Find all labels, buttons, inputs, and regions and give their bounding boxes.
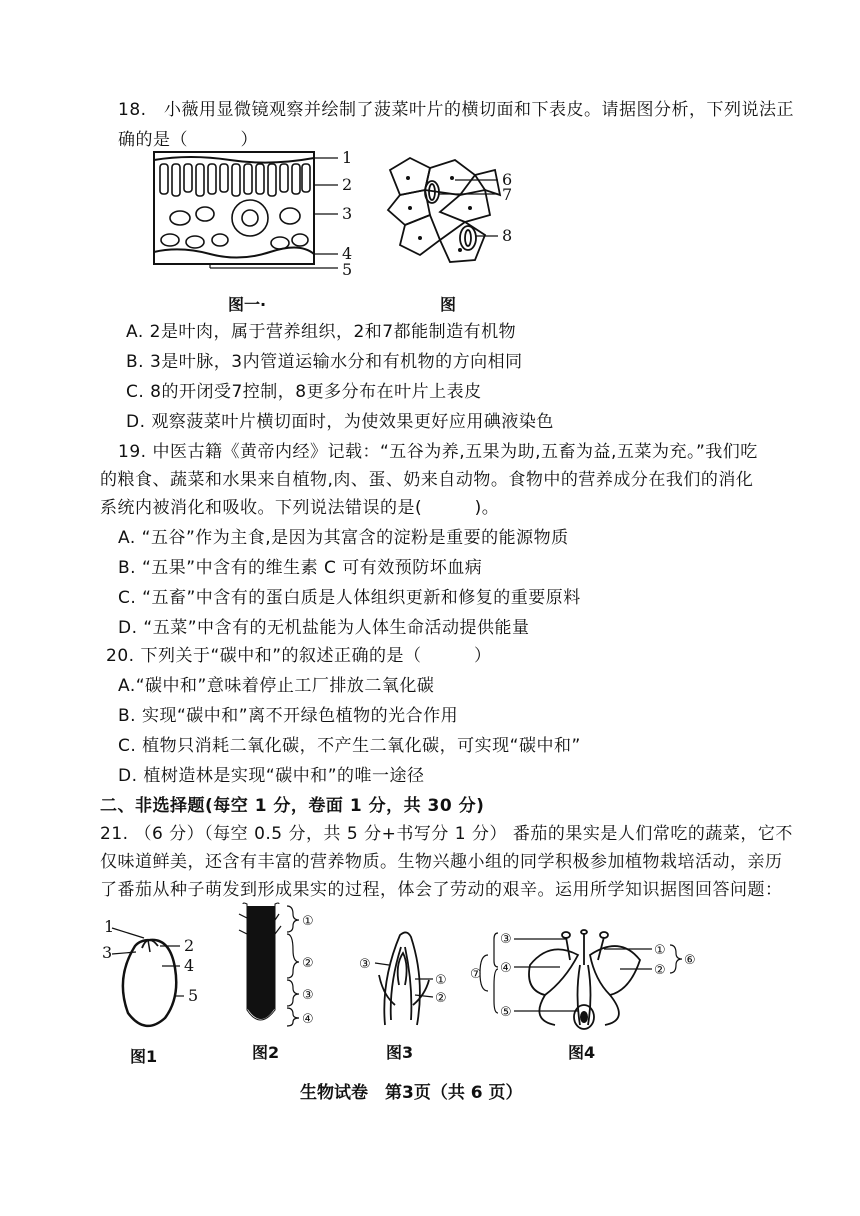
root-tip-figure (235, 900, 335, 1035)
q21-fig2-label-2: ② (302, 956, 314, 971)
fig2-label-7: 7 (502, 185, 513, 204)
q21-line2: 仅味道鲜美，还含有丰富的营养物质。生物兴趣小组的同学积极参加植物栽培活动，亲历 (100, 852, 783, 872)
q21-fig3-label-1: ① (435, 973, 447, 988)
q21-fig1-label-3: 3 (102, 943, 113, 962)
fig2-label-8: 8 (502, 226, 513, 245)
lower-epidermis-figure (380, 150, 540, 280)
fig1-label-2: 2 (342, 175, 353, 194)
q21-line3: 了番茄从种子萌发到形成果实的过程，体会了劳动的艰辛。运用所学知识据图回答问题： (100, 880, 783, 900)
q18-option-c: C. 8的开闭受7控制，8更多分布在叶片上表皮 (126, 382, 482, 402)
q21-fig1-label-2: 2 (184, 936, 195, 955)
q19-option-c: C. “五畜”中含有的蛋白质是人体组织更新和修复的重要原料 (118, 588, 581, 608)
q20-stem: 20. 下列关于“碳中和”的叙述正确的是（ ） (106, 646, 492, 666)
q21-fig2-label-3: ③ (302, 988, 314, 1003)
q21-fig2-label-1: ① (302, 914, 314, 929)
q21-figure4-caption: 图4 (568, 1043, 596, 1062)
q20-option-d: D. 植树造林是实现“碳中和”的唯一途径 (118, 766, 425, 786)
q18-option-a: A. 2是叶肉，属于营养组织，2和7都能制造有机物 (126, 322, 517, 342)
q21-fig2-label-4: ④ (302, 1012, 314, 1027)
q21-fig4-label-3: ③ (500, 932, 512, 947)
fig2-label-6: 6 (502, 170, 513, 189)
q18-option-b: B. 3是叶脉，3内管道运输水分和有机物的方向相同 (126, 352, 523, 372)
fig1-label-1: 1 (342, 148, 353, 167)
q19-stem-line1: 19. 中医古籍《黄帝内经》记载：“五谷为养,五果为助,五畜为益,五菜为充。”我们吃 (118, 442, 758, 462)
q21-fig4-label-2: ② (654, 963, 666, 978)
q21-fig1-label-1: 1 (104, 917, 115, 936)
q21-fig4-label-6: ⑥ (684, 953, 696, 968)
q21-figure3-caption: 图3 (386, 1043, 414, 1062)
q21-fig4-label-7: ⑦ (470, 967, 482, 982)
flower-figure (470, 925, 700, 1035)
q21-fig4-label-1: ① (654, 943, 666, 958)
q18-option-d: D. 观察菠菜叶片横切面时，为使效果更好应用碘液染色 (126, 412, 554, 432)
q19-option-a: A. “五谷”作为主食,是因为其富含的淀粉是重要的能源物质 (118, 528, 569, 548)
q18-stem-line2: 确的是（ ） (118, 130, 258, 150)
q20-option-a: A.“碳中和”意味着停止工厂排放二氧化碳 (118, 676, 435, 696)
q18-figure1-caption: 图一· (228, 295, 267, 314)
q20-option-c: C. 植物只消耗二氧化碳，不产生二氧化碳，可实现“碳中和” (118, 736, 581, 756)
q21-fig1-label-4: 4 (184, 956, 195, 975)
q21-fig1-label-5: 5 (188, 986, 199, 1005)
q21-fig3-label-2: ② (435, 991, 447, 1006)
q19-option-d: D. “五菜”中含有的无机盐能为人体生命活动提供能量 (118, 618, 530, 638)
q21-fig4-label-4: ④ (500, 961, 512, 976)
bud-figure (355, 925, 465, 1030)
q19-stem-line3: 系统内被消化和吸收。下列说法错误的是( )。 (100, 498, 500, 518)
q19-stem-line2: 的粮食、蔬菜和水果来自植物,肉、蛋、奶来自动物。食物中的营养成分在我们的消化 (100, 470, 754, 490)
q21-figure1-caption: 图1 (130, 1047, 158, 1066)
seed-figure (100, 918, 210, 1038)
q18-stem-line1: 18. 小薇用显微镜观察并绘制了菠菜叶片的横切面和下表皮。请据图分析，下列说法正 (118, 100, 795, 120)
section-2-title: 二、非选择题(每空 1 分，卷面 1 分，共 30 分) (100, 796, 485, 816)
q18-figure2-caption: 图 (440, 295, 457, 314)
page-footer: 生物试卷 第3页（共 6 页） (300, 1083, 523, 1103)
fig1-label-3: 3 (342, 204, 353, 223)
q21-line1: 21. （6 分）（每空 0.5 分，共 5 分+书写分 1 分） 番茄的果实是人们常吃的蔬菜，它不 (100, 824, 793, 844)
q21-fig3-label-3: ③ (359, 957, 371, 972)
fig1-label-4: 4 (342, 244, 353, 263)
q19-option-b: B. “五果”中含有的维生素 C 可有效预防坏血病 (118, 558, 483, 578)
q21-figure2-caption: 图2 (252, 1043, 280, 1062)
q21-fig4-label-5: ⑤ (500, 1005, 512, 1020)
fig1-label-5: 5 (342, 260, 353, 279)
q20-option-b: B. 实现“碳中和”离不开绿色植物的光合作用 (118, 706, 459, 726)
leaf-cross-section-figure (150, 148, 360, 278)
